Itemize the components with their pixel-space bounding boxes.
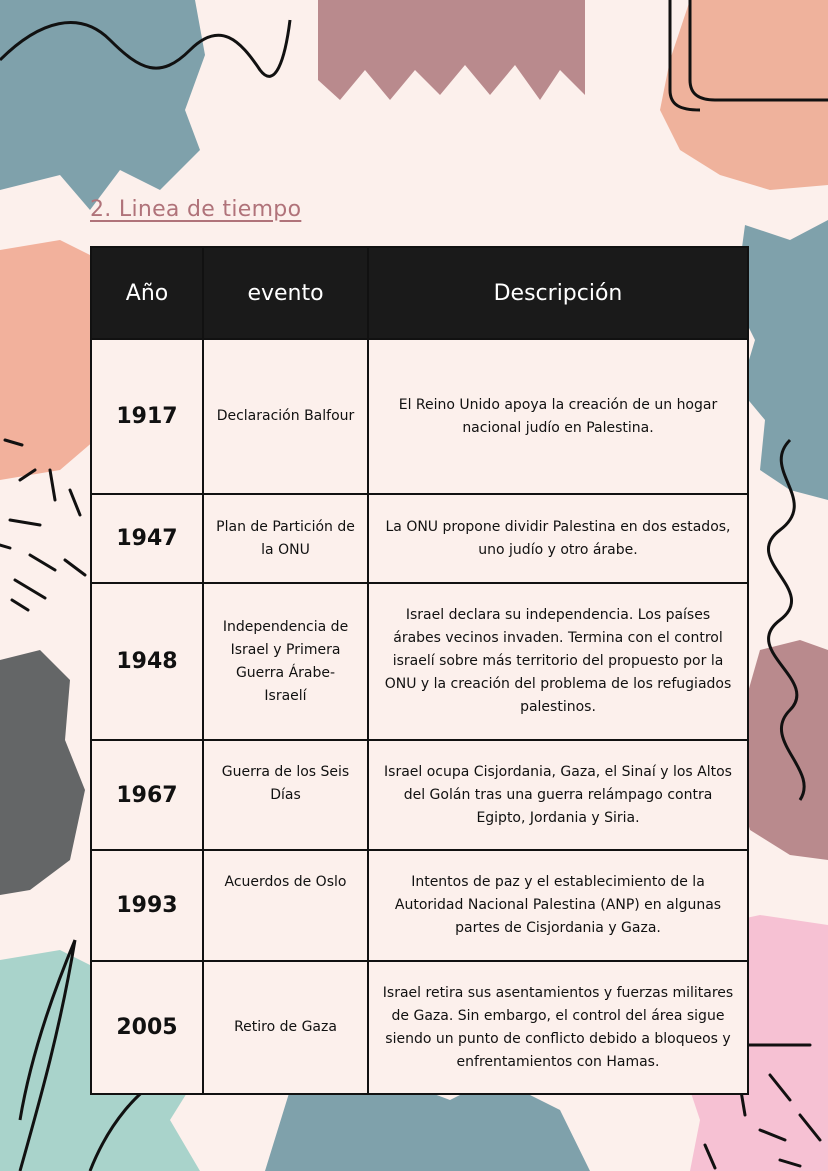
header-year: Año [91,247,203,339]
description-cell: Intentos de paz y el establecimiento de la Autoridad Nacional Palestina (ANP) en algunas partes de Cisjordania y Gaza. [368,850,748,961]
mauve-zigzag-shape [318,0,585,100]
description-cell: Israel declara su independencia. Los países árabes vecinos invaden. Termina con el control israelí sobre más territorio del propuesto por la ONU y la creación del problema de los refugiados palestinos. [368,583,748,740]
year-cell: 1948 [91,583,203,740]
event-cell: Guerra de los Seis Días [203,740,368,850]
event-cell: Acuerdos de Oslo [203,850,368,961]
year-cell: 1947 [91,494,203,583]
description-cell: Israel ocupa Cisjordania, Gaza, el Sinaí y los Altos del Golán tras una guerra relámpago contra Egipto, Jordania y Siria. [368,740,748,850]
description-cell: La ONU propone dividir Palestina en dos estados, uno judío y otro árabe. [368,494,748,583]
blue-star-shape [0,0,205,210]
year-cell: 1993 [91,850,203,961]
table-header-row [91,247,748,339]
event-cell: Retiro de Gaza [203,961,368,1094]
event-cell: Independencia de Israel y Primera Guerra Árabe-Israelí [203,583,368,740]
event-cell: Declaración Balfour [203,339,368,494]
header-event: evento [203,247,368,339]
year-cell: 1917 [91,339,203,494]
salmon-blob-top-right [660,0,828,190]
year-cell: 1967 [91,740,203,850]
table-row [91,339,748,494]
gray-blob-left [0,650,85,895]
year-cell: 2005 [91,961,203,1094]
timeline-table [90,246,749,1095]
table-row [91,583,748,740]
section-title: 2. Linea de tiempo [90,197,302,222]
event-cell: Plan de Partición de la ONU [203,494,368,583]
header-description: Descripción [368,247,748,339]
table-row [91,850,748,961]
table-row [91,740,748,850]
description-cell: Israel retira sus asentamientos y fuerzas militares de Gaza. Sin embargo, el control del área sigue siendo un punto de conflicto debido a bloqueos y enfrentamientos con Hamas. [368,961,748,1094]
table-row [91,494,748,583]
table-row [91,961,748,1094]
description-cell: El Reino Unido apoya la creación de un hogar nacional judío en Palestina. [368,339,748,494]
